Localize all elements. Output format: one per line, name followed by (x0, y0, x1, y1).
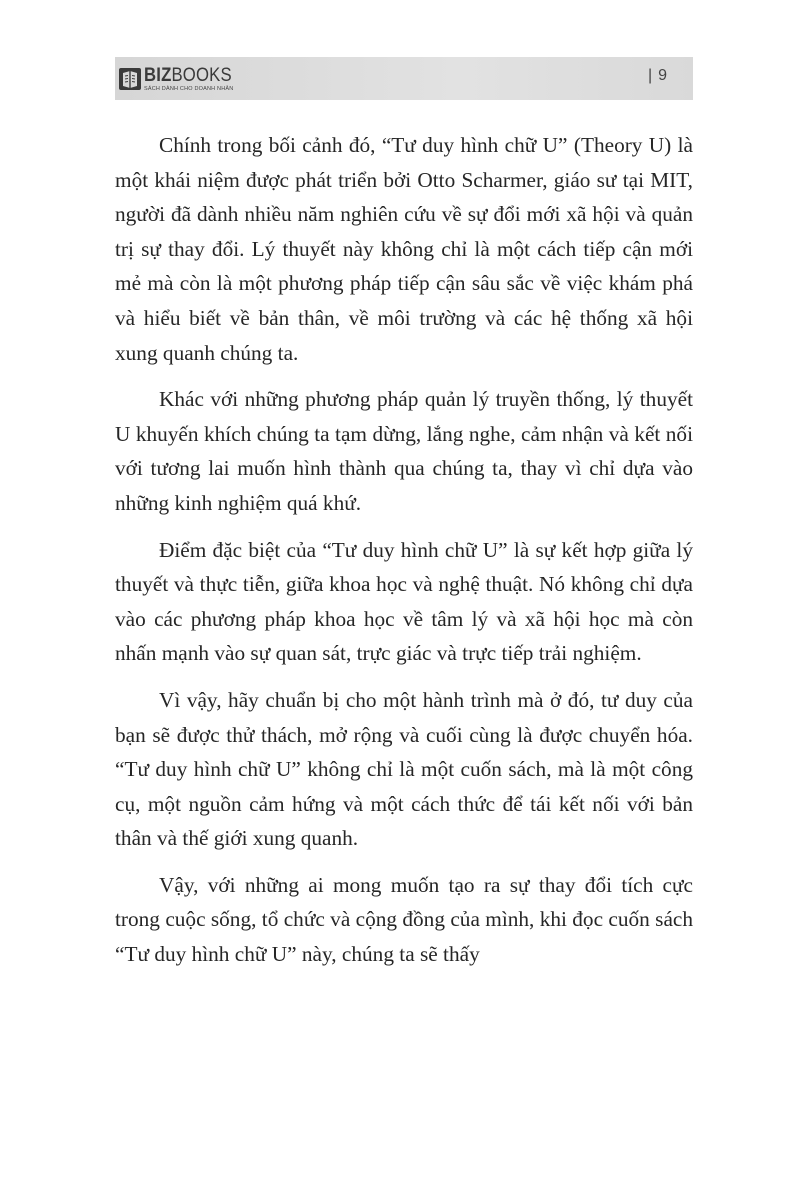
page-number-value: 9 (658, 67, 668, 84)
paragraph: Khác với những phương pháp quản lý truyền thống, lý thuyết U khuyến khích chúng ta tạm dừng, lắng nghe, cảm nhận và kết nối với tương lai muốn hình thành qua chúng ta, thay vì chỉ dựa vào những kinh nghiệm quá khứ. (115, 387, 693, 515)
paragraph: Vậy, với những ai mong muốn tạo ra sự thay đổi tích cực trong cuộc sống, tổ chức và cộng đồng của mình, khi đọc cuốn sách “Tư duy hình chữ U” này, chúng ta sẽ thấy (115, 872, 693, 967)
bizbooks-logo (118, 60, 244, 98)
paragraph: Vì vậy, hãy chuẩn bị cho một hành trình mà ở đó, tư duy của bạn sẽ được thử thách, mở rộng và cuối cùng là được chuyển hóa. “Tư duy hình chữ U” không chỉ là một cuốn sách, mà là một công cụ, một nguồn cảm hứng và một cách thức để tái kết nối với bản thân và thế giới xung quanh. (115, 687, 693, 851)
paragraph: Điểm đặc biệt của “Tư duy hình chữ U” là sự kết hợp giữa lý thuyết và thực tiễn, giữa khoa học và nghệ thuật. Nó không chỉ dựa vào các phương pháp khoa học về tâm lý và xã hội học mà còn nhấn mạnh vào sự quan sát, trực giác và trực tiếp trải nghiệm. (115, 537, 693, 666)
logo-wordmark: BIZBOOKS (144, 64, 232, 86)
logo-tagline: SÁCH DÀNH CHO DOANH NHÂN (144, 85, 234, 92)
header-separator: | (648, 67, 653, 84)
body-text (115, 128, 693, 984)
page-number (648, 67, 667, 85)
paragraph: Chính trong bối cảnh đó, “Tư duy hình chữ U” (Theory U) là một khái niệm được phát triển bởi Otto Scharmer, giáo sư tại MIT, người đã dành nhiều năm nghiên cứu về sự đổi mới xã hội và quản trị sự thay đổi. Lý thuyết này không chỉ là một cách tiếp cận mới mẻ mà còn là một phương pháp tiếp cận sâu sắc về việc khám phá và hiểu biết về bản thân, về môi trường và các hệ thống xã hội xung quanh chúng ta. (115, 133, 693, 365)
bizbooks-logo-icon (118, 66, 142, 92)
